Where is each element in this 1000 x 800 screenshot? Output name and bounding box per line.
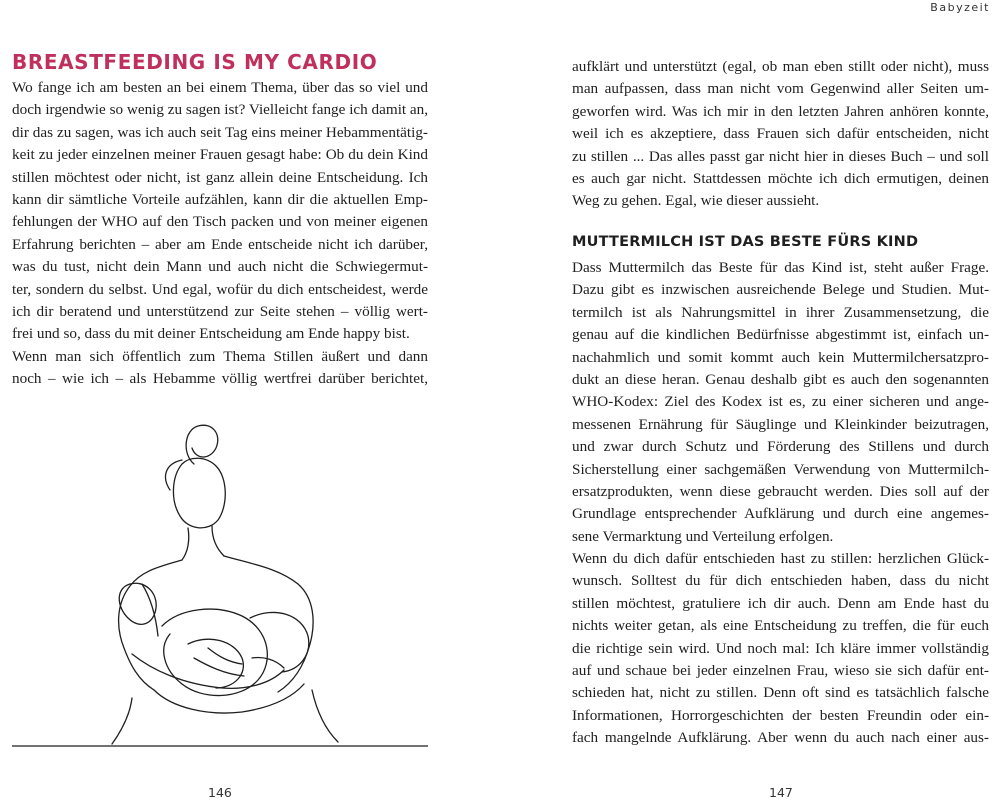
text-line: und zwar durch Schutz und Förderung des Stillens und durch	[572, 438, 989, 456]
breastfeeding-line-art-icon	[12, 408, 428, 753]
right-continuation-text	[572, 56, 989, 213]
text-line: Erfahrung berichten – aber am Ende entscheide nicht ich darüber,	[12, 235, 428, 253]
right-page	[500, 0, 1000, 800]
text-line: aufklärt und unterstützt (egal, ob man eben stillt oder nicht), muss	[572, 58, 989, 75]
chapter-title: BREASTFEEDING IS MY CARDIO	[12, 50, 378, 74]
text-line: frei und so, dass du mit deiner Entscheidung am Ende happy bist.	[12, 325, 410, 343]
text-line: sene Vermarktung und Verteilung erfolgen.	[572, 527, 834, 545]
text-line: weil ich es akzeptiere, dass Frauen sich dafür entscheiden, nicht	[572, 125, 989, 143]
text-line: Wo fange ich am besten an bei einem Thema, über das so viel und	[12, 79, 428, 96]
text-line: die richtige sein wird. Und noch mal: Ich kläre immer vollständig	[572, 639, 989, 657]
text-line: wunsch. Solltest du für dich entschieden haben, dass du nicht	[572, 572, 989, 590]
running-header: Babyzeit	[930, 1, 990, 14]
text-line: Weg zu gehen. Egal, wie dieser aussieht.	[572, 192, 820, 210]
text-line: zu stillen ... Das alles passt gar nicht hier in dieses Buch – und soll	[572, 147, 989, 165]
text-line: fehlungen der WHO auf den Tisch packen und von meiner eigenen	[12, 213, 428, 231]
text-line: stillen möchtest oder nicht, ist ganz allein deine Entscheidung. Ich	[12, 168, 428, 186]
text-line: ersatzprodukten, wenn diese gebraucht werden. Dies soll auf der	[572, 482, 989, 500]
left-body-text	[12, 77, 428, 390]
text-line: Grundlage entsprechender Aufklärung und durch eine angemes-	[572, 505, 989, 523]
text-line: was du tust, nicht dein Mann und auch nicht die Schwiegermut-	[12, 258, 428, 276]
text-line: ter, sondern du selbst. Und egal, wofür du dich entscheidest, werde	[12, 280, 428, 298]
text-line: kann dir sämtliche Vorteile aufzählen, kann dir die aktuellen Emp-	[12, 190, 428, 208]
text-line: messenen Ernährung für Säuglinge und Kleinkinder beizutragen,	[572, 415, 989, 433]
text-line: dir das zu sagen, was ich auch seit Tag eins meiner Hebammentätig-	[12, 123, 428, 141]
page-number-right: 147	[769, 785, 793, 800]
text-line: nachahmlich und somit kommt auch kein Muttermilchersatzpro-	[572, 348, 989, 366]
text-line: WHO-Kodex: Ziel des Kodex ist es, zu einer sicheren und ange-	[572, 393, 989, 411]
text-line: genau auf die kindlichen Bedürfnisse abgestimmt ist, einfach un-	[572, 326, 989, 344]
text-line: noch – wie ich – als Hebamme völlig wertfrei darüber berichtet,	[12, 370, 428, 388]
text-line: schieden hat, nicht zu stillen. Denn oft sind es tatsächlich falsche	[572, 684, 989, 702]
section-heading: MUTTERMILCH IST DAS BESTE FÜRS KIND	[572, 234, 919, 250]
text-line: nichts weiter getan, als eine Entscheidung zu treffen, die für euch	[572, 617, 989, 635]
text-line: doch irgendwie so wenig zu sagen ist? Vielleicht fange ich damit an,	[12, 101, 429, 119]
text-line: keit zu jeder einzelnen meiner Frauen gesagt habe: Ob du dein Kind	[12, 146, 428, 164]
text-line: Wenn man sich öffentlich zum Thema Stillen äußert und dann	[12, 347, 428, 365]
right-section-text	[572, 257, 989, 750]
text-line: geworfen wird. Was ich mir in den letzten Jahren anhören konnte,	[572, 102, 989, 120]
text-line: ich dir beratend und unterstützend zur Seite stehen – völlig wert-	[12, 302, 428, 320]
text-line: fach mangelnde Aufklärung. Aber wenn du auch nach einer aus-	[572, 729, 989, 747]
text-line: es auch gar nicht. Stattdessen möchte ich dich ermutigen, deinen	[572, 169, 989, 187]
text-line: Sicherstellung einer sachgemäßen Verwendung von Muttermilch-	[572, 460, 989, 478]
text-line: dukt an diese heran. Genau deshalb gibt es auch den sogenannten	[572, 370, 989, 388]
text-line: Wenn du dich dafür entschieden hast zu stillen: herzlichen Glück-	[572, 550, 989, 568]
text-line: stillen möchtest, gratuliere ich dir auch. Denn am Ende hast du	[572, 594, 989, 612]
text-line: Dazu gibt es inzwischen ausreichende Belege und Studien. Mut-	[572, 281, 989, 299]
text-line: Dass Muttermilch das Beste für das Kind ist, steht außer Frage.	[572, 259, 989, 276]
text-line: auf und schaue bei jeder einzelnen Frau, wieso sie sich dafür ent-	[572, 662, 989, 680]
text-line: Informationen, Horrorgeschichten der besten Freundin oder ein-	[572, 706, 989, 724]
text-line: man aufpassen, dass man nicht vom Gegenwind aller Seiten um-	[572, 80, 989, 98]
page-number-left: 146	[208, 785, 232, 800]
text-line: termilch ist als Nahrungsmittel in ihrer Zusammensetzung, die	[572, 303, 989, 321]
